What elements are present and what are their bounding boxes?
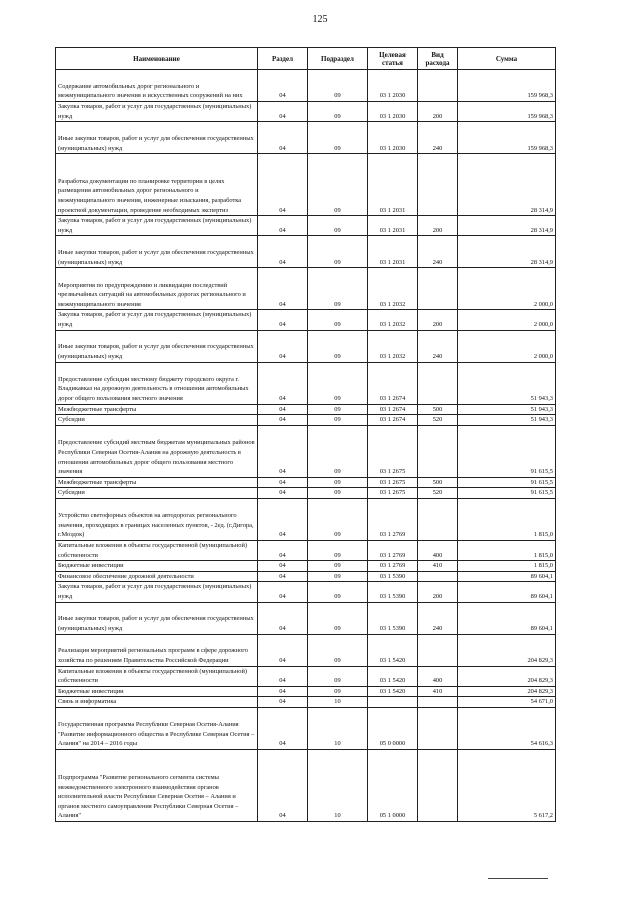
row-razdel-cell: 04 bbox=[258, 707, 308, 749]
row-summa-cell: 91 615,5 bbox=[458, 425, 556, 477]
row-podrazdel-cell: 09 bbox=[308, 330, 368, 362]
row-summa-cell: 5 617,2 bbox=[458, 749, 556, 821]
table-body bbox=[56, 70, 556, 822]
row-statya-cell: 03 1 2032 bbox=[368, 310, 418, 330]
table-row bbox=[56, 686, 556, 697]
row-name-cell: Финансовое обеспечение дорожной деятельности bbox=[56, 571, 258, 582]
row-podrazdel-cell: 09 bbox=[308, 488, 368, 499]
row-vid-cell: 200 bbox=[418, 582, 458, 602]
row-podrazdel-cell: 09 bbox=[308, 686, 368, 697]
row-vid-cell: 200 bbox=[418, 102, 458, 122]
row-summa-cell: 204 829,3 bbox=[458, 666, 556, 686]
row-summa-cell: 54 671,0 bbox=[458, 697, 556, 708]
row-razdel-cell: 04 bbox=[258, 310, 308, 330]
row-podrazdel-cell: 10 bbox=[308, 697, 368, 708]
table-row bbox=[56, 634, 556, 666]
row-name-cell: Иные закупки товаров, работ и услуг для обеспечения государственных (муниципальных) нужд bbox=[56, 236, 258, 268]
row-razdel-cell: 04 bbox=[258, 268, 308, 310]
row-vid-cell bbox=[418, 707, 458, 749]
row-razdel-cell: 04 bbox=[258, 571, 308, 582]
row-vid-cell: 240 bbox=[418, 602, 458, 634]
row-name-cell: Подпрограмма "Развитие регионального сегмента системы межведомственного электронного взаимодействия органов исполнительной власти Республики Северная Осетия – Алания и органов местного самоуправления Республики Северная Осетия – Алания" bbox=[56, 749, 258, 821]
row-name-cell: Бюджетные инвестиции bbox=[56, 561, 258, 572]
row-podrazdel-cell: 09 bbox=[308, 561, 368, 572]
row-statya-cell: 03 1 2674 bbox=[368, 415, 418, 426]
row-name-cell: Закупка товаров, работ и услуг для государственных (муниципальных) нужд bbox=[56, 102, 258, 122]
row-vid-cell bbox=[418, 571, 458, 582]
row-summa-cell: 28 314,9 bbox=[458, 236, 556, 268]
row-statya-cell: 03 1 2030 bbox=[368, 102, 418, 122]
row-razdel-cell: 04 bbox=[258, 415, 308, 426]
row-statya-cell: 03 1 2030 bbox=[368, 122, 418, 154]
row-summa-cell: 2 000,0 bbox=[458, 310, 556, 330]
row-statya-cell: 03 1 2031 bbox=[368, 236, 418, 268]
row-razdel-cell: 04 bbox=[258, 477, 308, 488]
row-razdel-cell: 04 bbox=[258, 634, 308, 666]
table-row bbox=[56, 561, 556, 572]
row-razdel-cell: 04 bbox=[258, 666, 308, 686]
row-summa-cell: 54 616,3 bbox=[458, 707, 556, 749]
row-razdel-cell: 04 bbox=[258, 498, 308, 540]
row-vid-cell bbox=[418, 362, 458, 404]
row-podrazdel-cell: 09 bbox=[308, 404, 368, 415]
table-row bbox=[56, 749, 556, 821]
table-row bbox=[56, 362, 556, 404]
row-statya-cell: 03 1 2675 bbox=[368, 477, 418, 488]
row-razdel-cell: 04 bbox=[258, 602, 308, 634]
row-summa-cell: 28 314,9 bbox=[458, 216, 556, 236]
row-name-cell: Разработка документации по планировке территории в целях размещения автомобильных дорог регионального и межмуниципального значения, инженерные изыскания, разработка проектной документации, проведение необходимых экспертиз bbox=[56, 154, 258, 216]
row-statya-cell: 03 1 5420 bbox=[368, 634, 418, 666]
row-razdel-cell: 04 bbox=[258, 122, 308, 154]
row-razdel-cell: 04 bbox=[258, 488, 308, 499]
row-name-cell: Межбюджетные трансферты bbox=[56, 477, 258, 488]
row-statya-cell: 03 1 2769 bbox=[368, 498, 418, 540]
row-podrazdel-cell: 09 bbox=[308, 415, 368, 426]
table-row bbox=[56, 216, 556, 236]
row-podrazdel-cell: 09 bbox=[308, 425, 368, 477]
table-row bbox=[56, 477, 556, 488]
row-podrazdel-cell: 10 bbox=[308, 749, 368, 821]
row-statya-cell: 03 1 2032 bbox=[368, 268, 418, 310]
row-name-cell: Межбюджетные трансферты bbox=[56, 404, 258, 415]
row-summa-cell: 204 829,3 bbox=[458, 634, 556, 666]
row-vid-cell bbox=[418, 634, 458, 666]
table-row bbox=[56, 425, 556, 477]
row-summa-cell: 2 000,0 bbox=[458, 330, 556, 362]
row-podrazdel-cell: 09 bbox=[308, 102, 368, 122]
row-podrazdel-cell: 09 bbox=[308, 498, 368, 540]
row-statya-cell: 03 1 5390 bbox=[368, 571, 418, 582]
table-row bbox=[56, 498, 556, 540]
row-statya-cell: 05 0 0000 bbox=[368, 707, 418, 749]
row-podrazdel-cell: 09 bbox=[308, 310, 368, 330]
row-name-cell: Предоставление субсидий местным бюджетам муниципальных районов Республики Северная Осетия-Алания на дорожную деятельность в отношении автомобильных дорог общего пользования местного значения bbox=[56, 425, 258, 477]
row-vid-cell bbox=[418, 498, 458, 540]
row-statya-cell: 03 1 5390 bbox=[368, 582, 418, 602]
row-name-cell: Иные закупки товаров, работ и услуг для обеспечения государственных (муниципальных) нужд bbox=[56, 602, 258, 634]
row-podrazdel-cell: 09 bbox=[308, 571, 368, 582]
row-summa-cell: 1 815,0 bbox=[458, 498, 556, 540]
page-number: 125 bbox=[312, 14, 328, 25]
row-razdel-cell: 04 bbox=[258, 582, 308, 602]
col-header-razdel: Раздел bbox=[258, 48, 308, 70]
table-row bbox=[56, 571, 556, 582]
row-podrazdel-cell: 09 bbox=[308, 540, 368, 560]
row-vid-cell bbox=[418, 70, 458, 102]
row-vid-cell: 410 bbox=[418, 686, 458, 697]
row-summa-cell: 91 615,5 bbox=[458, 477, 556, 488]
row-name-cell: Субсидии bbox=[56, 488, 258, 499]
row-summa-cell: 159 968,3 bbox=[458, 102, 556, 122]
table-row bbox=[56, 122, 556, 154]
row-razdel-cell: 04 bbox=[258, 216, 308, 236]
row-razdel-cell: 04 bbox=[258, 697, 308, 708]
row-statya-cell: 03 1 2030 bbox=[368, 70, 418, 102]
row-razdel-cell: 04 bbox=[258, 154, 308, 216]
row-name-cell: Субсидии bbox=[56, 415, 258, 426]
row-summa-cell: 89 604,1 bbox=[458, 571, 556, 582]
row-vid-cell: 240 bbox=[418, 236, 458, 268]
row-summa-cell: 204 829,3 bbox=[458, 686, 556, 697]
row-summa-cell: 159 968,3 bbox=[458, 70, 556, 102]
row-podrazdel-cell: 09 bbox=[308, 268, 368, 310]
row-statya-cell: 03 1 2675 bbox=[368, 425, 418, 477]
row-razdel-cell: 04 bbox=[258, 236, 308, 268]
table-header-row bbox=[56, 48, 556, 70]
row-vid-cell: 240 bbox=[418, 330, 458, 362]
row-podrazdel-cell: 10 bbox=[308, 707, 368, 749]
budget-table bbox=[55, 47, 556, 822]
table-row bbox=[56, 404, 556, 415]
row-statya-cell: 03 1 2769 bbox=[368, 540, 418, 560]
table-row bbox=[56, 310, 556, 330]
row-podrazdel-cell: 09 bbox=[308, 154, 368, 216]
row-name-cell: Связь и информатика bbox=[56, 697, 258, 708]
row-podrazdel-cell: 09 bbox=[308, 666, 368, 686]
row-summa-cell: 51 943,3 bbox=[458, 404, 556, 415]
table-row bbox=[56, 582, 556, 602]
table-row bbox=[56, 697, 556, 708]
row-name-cell: Иные закупки товаров, работ и услуг для обеспечения государственных (муниципальных) нужд bbox=[56, 330, 258, 362]
row-name-cell: Закупка товаров, работ и услуг для государственных (муниципальных) нужд bbox=[56, 216, 258, 236]
row-vid-cell bbox=[418, 749, 458, 821]
row-podrazdel-cell: 09 bbox=[308, 602, 368, 634]
table-row bbox=[56, 540, 556, 560]
footer-rule bbox=[488, 878, 548, 879]
row-statya-cell bbox=[368, 697, 418, 708]
row-name-cell: Иные закупки товаров, работ и услуг для обеспечения государственных (муниципальных) нужд bbox=[56, 122, 258, 154]
row-summa-cell: 159 968,3 bbox=[458, 122, 556, 154]
row-statya-cell: 03 1 2031 bbox=[368, 216, 418, 236]
row-name-cell: Содержание автомобильных дорог регионального и межмуниципального значения и искусственных сооружений на них bbox=[56, 70, 258, 102]
row-razdel-cell: 04 bbox=[258, 561, 308, 572]
row-razdel-cell: 04 bbox=[258, 425, 308, 477]
row-razdel-cell: 04 bbox=[258, 404, 308, 415]
row-statya-cell: 03 1 5390 bbox=[368, 602, 418, 634]
row-name-cell: Бюджетные инвестиции bbox=[56, 686, 258, 697]
row-vid-cell bbox=[418, 425, 458, 477]
col-header-name: Наименование bbox=[56, 48, 258, 70]
row-name-cell: Капитальные вложения в объекты государственной (муниципальной) собственности bbox=[56, 666, 258, 686]
row-razdel-cell: 04 bbox=[258, 540, 308, 560]
row-vid-cell: 240 bbox=[418, 122, 458, 154]
col-header-statya: Целевая статья bbox=[368, 48, 418, 70]
table-row bbox=[56, 602, 556, 634]
row-name-cell: Мероприятия по предупреждению и ликвидации последствий чрезвычайных ситуаций на автомобильных дорогах регионального и межмуниципального значения bbox=[56, 268, 258, 310]
col-header-vid: Вид расхода bbox=[418, 48, 458, 70]
table-row bbox=[56, 102, 556, 122]
row-vid-cell bbox=[418, 268, 458, 310]
col-header-podrazdel: Подраздел bbox=[308, 48, 368, 70]
table-row bbox=[56, 666, 556, 686]
row-vid-cell bbox=[418, 697, 458, 708]
row-name-cell: Закупка товаров, работ и услуг для государственных (муниципальных) нужд bbox=[56, 582, 258, 602]
table-row bbox=[56, 236, 556, 268]
table-row bbox=[56, 330, 556, 362]
row-podrazdel-cell: 09 bbox=[308, 70, 368, 102]
row-summa-cell: 28 314,9 bbox=[458, 154, 556, 216]
row-vid-cell: 410 bbox=[418, 561, 458, 572]
row-name-cell: Государственная программа Республики Северная Осетия-Алания "Развитие информационного общества в Республике Северная Осетия – Алания" на 2014 – 2016 годы bbox=[56, 707, 258, 749]
row-statya-cell: 03 1 2674 bbox=[368, 362, 418, 404]
row-vid-cell: 520 bbox=[418, 488, 458, 499]
row-name-cell: Капитальные вложения в объекты государственной (муниципальной) собственности bbox=[56, 540, 258, 560]
table-row bbox=[56, 707, 556, 749]
row-vid-cell bbox=[418, 154, 458, 216]
table-row bbox=[56, 488, 556, 499]
row-summa-cell: 2 000,0 bbox=[458, 268, 556, 310]
row-summa-cell: 51 943,3 bbox=[458, 415, 556, 426]
row-vid-cell: 400 bbox=[418, 540, 458, 560]
row-summa-cell: 51 943,3 bbox=[458, 362, 556, 404]
row-razdel-cell: 04 bbox=[258, 102, 308, 122]
row-razdel-cell: 04 bbox=[258, 686, 308, 697]
row-statya-cell: 03 1 2769 bbox=[368, 561, 418, 572]
row-vid-cell: 200 bbox=[418, 216, 458, 236]
row-podrazdel-cell: 09 bbox=[308, 582, 368, 602]
table-row bbox=[56, 70, 556, 102]
row-summa-cell: 89 604,1 bbox=[458, 582, 556, 602]
row-summa-cell: 1 815,0 bbox=[458, 561, 556, 572]
row-razdel-cell: 04 bbox=[258, 330, 308, 362]
row-razdel-cell: 04 bbox=[258, 362, 308, 404]
table-row bbox=[56, 268, 556, 310]
row-podrazdel-cell: 09 bbox=[308, 477, 368, 488]
row-razdel-cell: 04 bbox=[258, 70, 308, 102]
row-name-cell: Устройство светофорных объектов на автодорогах регионального значения, проходящих в границах населенных пунктов, - 2ед. (г.Дигора, г.Моздок) bbox=[56, 498, 258, 540]
row-vid-cell: 500 bbox=[418, 404, 458, 415]
row-summa-cell: 89 604,1 bbox=[458, 602, 556, 634]
row-statya-cell: 03 1 2674 bbox=[368, 404, 418, 415]
row-statya-cell: 03 1 2675 bbox=[368, 488, 418, 499]
row-summa-cell: 91 615,5 bbox=[458, 488, 556, 499]
row-podrazdel-cell: 09 bbox=[308, 634, 368, 666]
row-statya-cell: 03 1 5420 bbox=[368, 686, 418, 697]
row-vid-cell: 400 bbox=[418, 666, 458, 686]
row-statya-cell: 05 1 0000 bbox=[368, 749, 418, 821]
row-summa-cell: 1 815,0 bbox=[458, 540, 556, 560]
row-statya-cell: 03 1 5420 bbox=[368, 666, 418, 686]
row-vid-cell: 200 bbox=[418, 310, 458, 330]
row-statya-cell: 03 1 2031 bbox=[368, 154, 418, 216]
row-statya-cell: 03 1 2032 bbox=[368, 330, 418, 362]
table-row bbox=[56, 415, 556, 426]
row-vid-cell: 500 bbox=[418, 477, 458, 488]
row-podrazdel-cell: 09 bbox=[308, 216, 368, 236]
table-row bbox=[56, 154, 556, 216]
row-name-cell: Реализация мероприятий региональных программ в сфере дорожного хозяйства по решениям Правительства Российской Федерации bbox=[56, 634, 258, 666]
row-podrazdel-cell: 09 bbox=[308, 236, 368, 268]
row-name-cell: Предоставление субсидии местному бюджету городского округа г. Владикавказ на дорожную деятельность в отношении автомобильных дорог общего пользования местного значения bbox=[56, 362, 258, 404]
row-podrazdel-cell: 09 bbox=[308, 122, 368, 154]
row-podrazdel-cell: 09 bbox=[308, 362, 368, 404]
row-name-cell: Закупка товаров, работ и услуг для государственных (муниципальных) нужд bbox=[56, 310, 258, 330]
row-razdel-cell: 04 bbox=[258, 749, 308, 821]
col-header-summa: Сумма bbox=[458, 48, 556, 70]
row-vid-cell: 520 bbox=[418, 415, 458, 426]
